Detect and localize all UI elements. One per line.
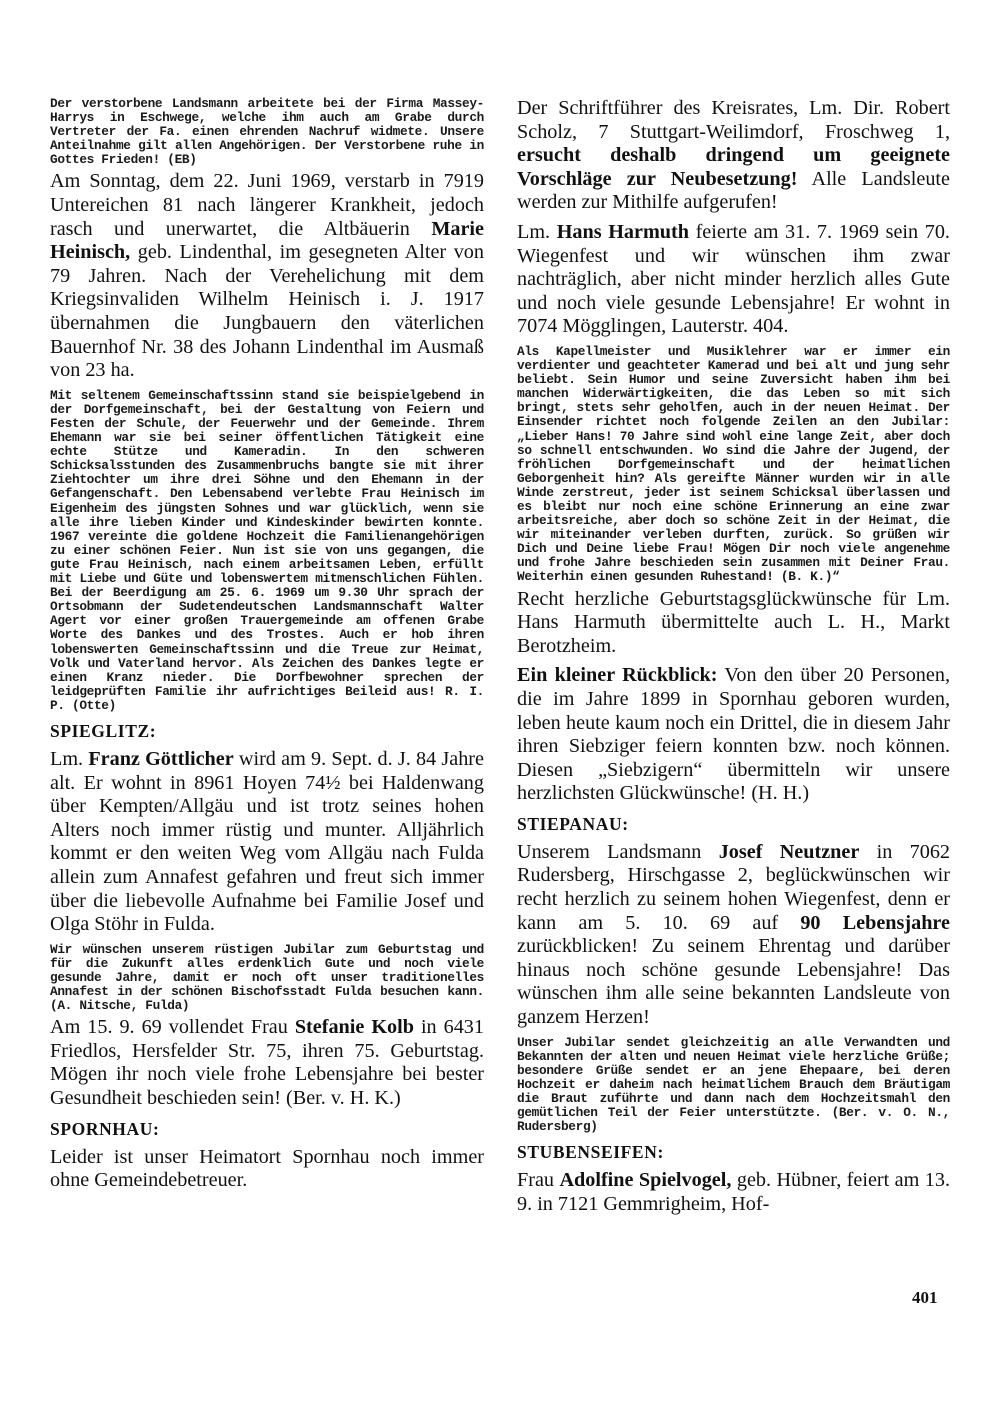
kreisrat-paragraph (517, 97, 950, 215)
person-name: Adolfine Spielvogel, (559, 1169, 732, 1192)
person-name: Josef Neutzner (718, 840, 860, 863)
spornhau-paragraph: Leider ist unser Heimatort Spornhau noch immer ohne Gemeindebetreuer. (50, 1145, 484, 1192)
birthday-harmuth-paragraph (517, 221, 950, 339)
obituary-heinisch-details: Mit seltenem Gemeinschaftssinn stand sie beispielgebend in der Dorfgemeinschaft, bei der Gestaltung von Feiern und Festen der Schule, der Feuerwehr und der Gemeinde. Ihrem Ehemann war sie bei seiner öffentlichen Tätigkeit eine echte Stütze und Kameradin. In den schweren Schicksalsstunden des Zusammenbruchs bangte sie mit ihrer Ziehtochter um ihre drei Söhne und den Ehemann in der Gefangenschaft. Den Lebensabend verlebte Frau Heinisch im Eigenheim des jüngsten Sohnes und war glücklich, wenn sie alle ihre lieben Kinder und Kindeskinder bewirten konnte. 1967 vereinte die goldene Hochzeit die Familienangehörigen zu einer schönen Feier. Nun ist sie von uns gegangen, die gute Frau Heinisch, nach einem arbeitsamen Leben, erfüllt mit Liebe und Güte und lobenswertem mitmenschlichen Fühlen. Bei der Beerdigung am 25. 6. 1969 um 9.30 Uhr sprach der Ortsobmann der Sudetendeutschen Landsmannschaft Walter Agert vor einer großen Trauergemeinde am offenen Grabe Worte des Dankes und des Trostes. Auch er hob ihren lobenswerten Gemeinschaftssinn und die Treue zur Heimat, Volk und Vaterland hervor. Als Zeichen des Dankes legte er einen Kranz nieder. Die Dorfbewohner sprechen der leidgeprüften Familie ihr aufrichtiges Beileid aus! R. I. P. (Otte) (50, 387, 484, 713)
birthday-harmuth-greetings: Recht herzliche Geburtstagsglückwünsche für Lm. Hans Harmuth übermittelte auch L. H., Markt Berotzheim. (517, 587, 950, 657)
page-number: 401 (912, 1288, 938, 1307)
bold-appeal: ersucht deshalb dringend um geeignete Vorschläge zur Neubesetzung! (517, 144, 950, 190)
right-column (517, 97, 950, 1222)
section-heading-stiepanau: STIEPANAU: (517, 813, 629, 834)
rueckblick-paragraph (517, 664, 950, 806)
section-heading-stubenseifen: STUBENSEIFEN: (517, 1142, 664, 1163)
text-run: Am Sonntag, dem 22. Juni 1969, verstarb in 7919 Untereichen 81 nach längerer Krankheit, jedoch rasch und unerwartet, die Altbäuerin (50, 170, 484, 240)
birthday-goettlicher-paragraph (50, 748, 484, 937)
text-run: Der Schriftführer des Kreisrates, Lm. Dir. Robert Scholz, 7 Stuttgart-Weilimdorf, Froschweg 1, (517, 97, 950, 143)
text-run: feierte am 31. 7. 1969 sein 70. Wiegenfest und wir wünschen ihm zwar nachträglich, aber nicht minder herzlich alles Gute und noch viele gesunde Lebensjahre! Er wohnt in 7074 Mögglingen, Lauterstr. 404. (517, 220, 950, 338)
obituary-end-paragraph: Der verstorbene Landsmann arbeitete bei der Firma Massey-Harrys in Eschwege, welche ihm auch am Grabe durch Vertreter der Fa. einen ehrenden Nachruf widmete. Unsere Anteilnahme gilt allen Angehörigen. Der Verstorbene ruhe in Gottes Frieden! (EB) (50, 96, 484, 168)
bold-lead: Ein kleiner Rückblick: (517, 664, 718, 687)
text-run: zurückblicken! Zu seinem Ehrentag und darüber hinaus noch schöne gesunde Lebensjahre! Das wünschen ihm alle seine bekannten Landsleute von ganzem Herzen! (517, 935, 950, 1029)
bold-years: 90 Lebensjahre (800, 911, 950, 934)
text-run: Lm. (50, 747, 89, 770)
text-run: Von den über 20 Personen, die im Jahre 1899 in Spornhau geboren wurden, leben heute kaum noch ein Drittel, die in diesem Jahr ihren Siebziger feiern konnten bzw. noch können. Diesen „Siebzigern“ übermitteln wir unsere herzlichsten Glückwünsche! (H. H.) (517, 664, 950, 805)
text-run: Am 15. 9. 69 vollendet Frau (50, 1016, 295, 1039)
text-run: Alle Landsleute werden zur Mithilfe aufgerufen! (517, 167, 950, 214)
person-name: Franz Göttlicher (88, 747, 234, 770)
text-run: geb. Hübner, feiert am 13. 9. in 7121 Gemmrigheim, Hof- (517, 1169, 950, 1215)
birthday-neutzner-paragraph (517, 841, 950, 1030)
birthday-neutzner-greetings: Unser Jubilar sendet gleichzeitig an alle Verwandten und Bekannten der alten und neuen Heimat viele herzliche Grüße; besondere Grüße sendet er an jene Ehepaare, bei deren Hochzeit er daheim nach heimatlichem Brauch dem Bräutigam die Braut zuführte und dann nach dem Hochzeitsmahl den gemütlichen Teil der Feier unterstützte. (Ber. v. O. N., Rudersberg) (517, 1034, 950, 1135)
text-run: in 7062 Rudersberg, Hirschgasse 2, beglückwünschen wir recht herzlich zu seinem hohen Wiegenfest, denn er kann am 5. 10. 69 auf (517, 840, 951, 934)
text-run: in 6431 Friedlos, Hersfelder Str. 75, ihren 75. Geburtstag. Mögen ihr noch viele frohe Lebensjahre bei bester Gesundheit beschieden sein! (Ber. v. H. K.) (50, 1016, 484, 1109)
text-run: Frau (517, 1169, 560, 1192)
birthday-kolb-paragraph (50, 1016, 484, 1110)
birthday-goettlicher-wishes: Wir wünschen unserem rüstigen Jubilar zum Geburtstag und für die Zukunft alles erdenklich Gute und noch viele gesunde Jahre, damit er noch oft unser traditionelles Annafest in der schönen Bischofsstadt Fulda besuchen kann. (A. Nitsche, Fulda) (50, 941, 484, 1014)
text-run: geb. Lindenthal, im gesegneten Alter von 79 Jahren. Nach der Verehelichung mit dem Kriegsinvaliden Wilhelm Heinisch i. J. 1917 übernahmen die Jungbauern den väterlichen Bauernhof Nr. 38 des Johann Lindenthal im Ausmaß von 23 ha. (50, 241, 484, 382)
person-name: Hans Harmuth (556, 220, 689, 243)
birthday-spielvogel-paragraph (517, 1169, 950, 1216)
left-column (50, 97, 484, 1199)
person-name: Marie Heinisch, (50, 217, 484, 264)
obituary-heinisch-paragraph (50, 170, 484, 382)
person-name: Stefanie Kolb (294, 1016, 414, 1039)
section-heading-spieglitz: SPIEGLITZ: (50, 720, 157, 741)
text-run: Unserem Landsmann (517, 840, 719, 863)
text-run: wird am 9. Sept. d. J. 84 Jahre alt. Er wohnt in 8961 Hoyen 74½ bei Haldenwang über Kempten/Allgäu und ist trotz seines hohen Alters noch immer rüstig und munter. Alljährlich kommt er den weiten Weg vom Allgäu nach Fulda allein zum Annafest gefahren und freut sich immer über die liebevolle Aufnahme bei Familie Josef und Olga Stöhr in Fulda. (50, 747, 484, 936)
birthday-harmuth-letter: Als Kapellmeister und Musiklehrer war er immer ein verdienter und geachteter Kamerad und bei alt und jung sehr beliebt. Sein Humor und seine Zuversicht haben ihm bei manchen Widerwärtigkeiten, die das Leben so mit sich bringt, stets sehr geholfen, auch in der neuen Heimat. Der Einsender richtet noch folgende Zeilen an den Jubilar: „Lieber Hans! 70 Jahre sind wohl eine lange Zeit, aber doch so schnell entschwunden. Wo sind die Jahre der Jugend, der fröhlichen Dorfgemeinschaft und der heimatlichen Geborgenheit hin? Als gereifte Männer wurden wir in alle Winde zerstreut, jeder ist seinem Schicksal überlassen und es bleibt nur noch eine schöne Erinnerung an eine zwar arbeitsreiche, aber doch so schöne Zeit in der Heimat, die wir miteinander verleben durften, zurück. So grüßen wir Dich und Deine liebe Frau! Mögen Dir noch viele angenehme und frohe Jahre beschieden sein zusammen mit Deiner Frau. Weiterhin einen gesunden Ruhestand! (B. K.)“ (517, 343, 950, 585)
section-heading-spornhau: SPORNHAU: (50, 1118, 160, 1139)
text-run: Lm. (517, 220, 557, 243)
